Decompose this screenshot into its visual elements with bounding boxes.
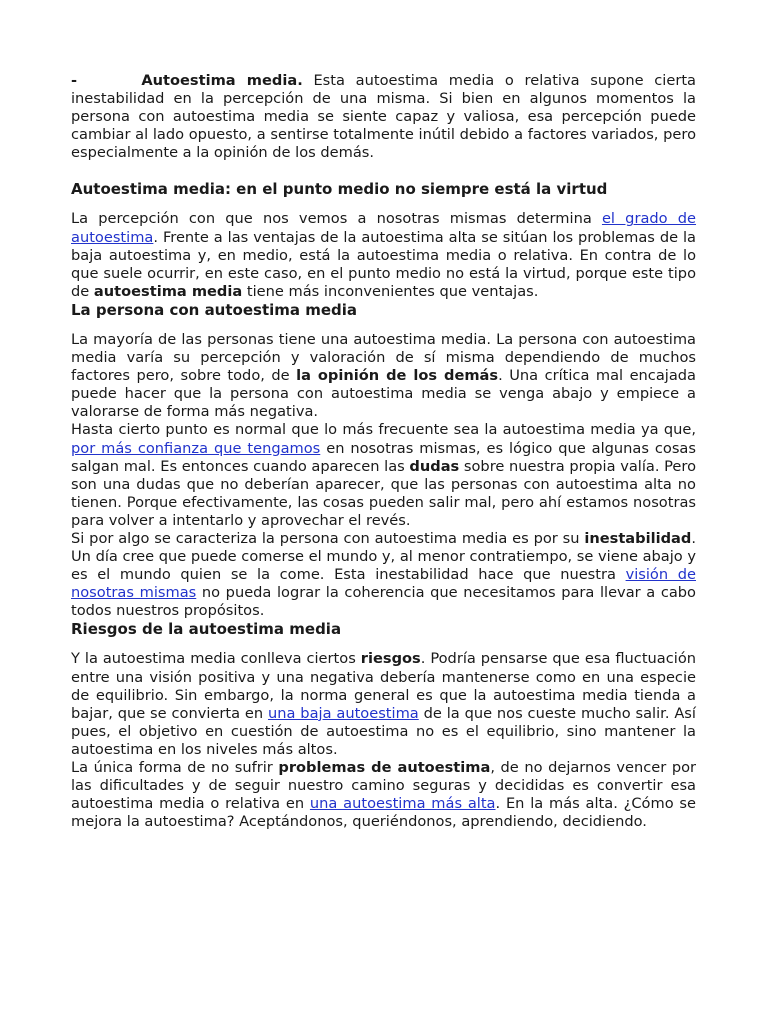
text-run: . Una crítica mal encajada puede hacer que la persona con autoestima media se venga abajo y empiece a valorarse de forma más negativa.: [71, 367, 696, 421]
link-vision-nosotras[interactable]: visión de nosotras mismas: [71, 566, 696, 602]
text-run: tiene más inconvenientes que ventajas.: [242, 282, 539, 300]
text-run: Y la autoestima media conlleva ciertos: [71, 650, 361, 668]
bold-run: la opinión de los demás: [296, 367, 499, 385]
section1-heading: Autoestima media: en el punto medio no siempre está la virtud: [71, 180, 608, 199]
text-run: La percepción con que nos vemos a nosotras mismas determina: [71, 210, 602, 228]
bold-run: inestabilidad: [584, 529, 692, 547]
text-run: . Frente a las ventajas de la autoestima alta se sitúan los problemas de la baja autoestima y, en medio, está la autoestima media o relativa. En contra de lo que suele ocurrir, en este caso, en el punto medio no está la virtud, porque este tipo de: [71, 228, 696, 300]
text-run: La única forma de no sufrir: [71, 759, 279, 776]
intro-text: Esta autoestima media o relativa supone cierta inestabilidad en la percepción de una misma. Si bien en algunos momentos la persona con autoestima media se siente capaz y valiosa, esa percepción puede cambiar al lado opuesto, a sentirse totalmente inútil debido a factores variados, pero especialmente a la opinión de los demás.: [71, 72, 696, 162]
section2-paragraph-3: [71, 530, 696, 620]
section2-paragraph-1: [71, 331, 696, 421]
text-run: Si por algo se caracteriza la persona con autoestima media es por su: [71, 529, 585, 547]
text-run: . Podría pensarse que esa fluctuación entre una visión positiva y una negativa debería mantenerse como en una especie de equilibrio. Sin embargo, la norma general es que la autoestima media tienda a bajar, que se convierta en: [71, 650, 697, 722]
bold-run: problemas de autoestima: [278, 759, 491, 776]
section3-paragraph-1: [71, 650, 696, 759]
bold-run: dudas: [409, 457, 460, 475]
text-run: en nosotras mismas, es lógico que algunas cosas salgan mal. Es entonces cuando aparecen las: [71, 439, 696, 475]
text-run: no pueda lograr la coherencia que necesitamos para llevar a cabo todos nuestros propósitos.: [71, 584, 696, 620]
bold-run: autoestima media: [93, 282, 243, 300]
link-baja-autoestima[interactable]: una baja autoestima: [268, 704, 419, 722]
section3-heading: Riesgos de la autoestima media: [71, 620, 342, 639]
link-grado-autoestima[interactable]: el grado de autoestima: [71, 210, 697, 246]
section3-paragraph-2: [71, 759, 696, 831]
section1-paragraph: [71, 210, 696, 300]
link-autoestima-alta[interactable]: una autoestima más alta: [309, 795, 496, 813]
intro-paragraph: [71, 72, 696, 162]
text-run: de la que nos cueste mucho salir. Así pues, el objetivo en cuestión de autoestima no es el equilibrio, sino mantener la autoestima en los niveles más altos.: [71, 704, 696, 758]
text-run: . Un día cree que puede comerse el mundo y, al menor contratiempo, se viene abajo y es el mundo quien se la come. Esta inestabilidad hace que nuestra: [71, 529, 696, 584]
intro-bold-title: Autoestima media.: [141, 72, 303, 89]
text-run: . En la más alta. ¿Cómo se mejora la autoestima? Aceptándonos, queriéndonos, aprendiendo, decidiendo.: [71, 795, 696, 831]
section2-paragraph-2: [71, 421, 696, 530]
bold-run: riesgos: [360, 650, 421, 668]
text-run: sobre nuestra propia valía. Pero son una dudas que no deberían aparecer, que las personas con autoestima alta no tienen. Porque efectivamente, las cosas pueden salir mal, pero ahí estamos nosotras para volver a intentarlo y aprovechar el revés.: [71, 457, 696, 529]
link-confianza[interactable]: por más confianza que tengamos: [71, 439, 321, 457]
text-run: La mayoría de las personas tiene una autoestima media. La persona con autoestima media varía su percepción y valoración de sí misma dependiendo de muchos factores pero, sobre todo, de: [71, 330, 696, 385]
text-run: , de no dejarnos vencer por las dificultades y de seguir nuestro camino seguras y decididas es convertir esa autoestima media o relativa en: [71, 759, 697, 813]
text-run: Hasta cierto punto es normal que lo más frecuente sea la autoestima media ya que,: [71, 421, 696, 439]
intro-bullet: -: [71, 72, 78, 89]
section2-heading: La persona con autoestima media: [71, 300, 358, 319]
